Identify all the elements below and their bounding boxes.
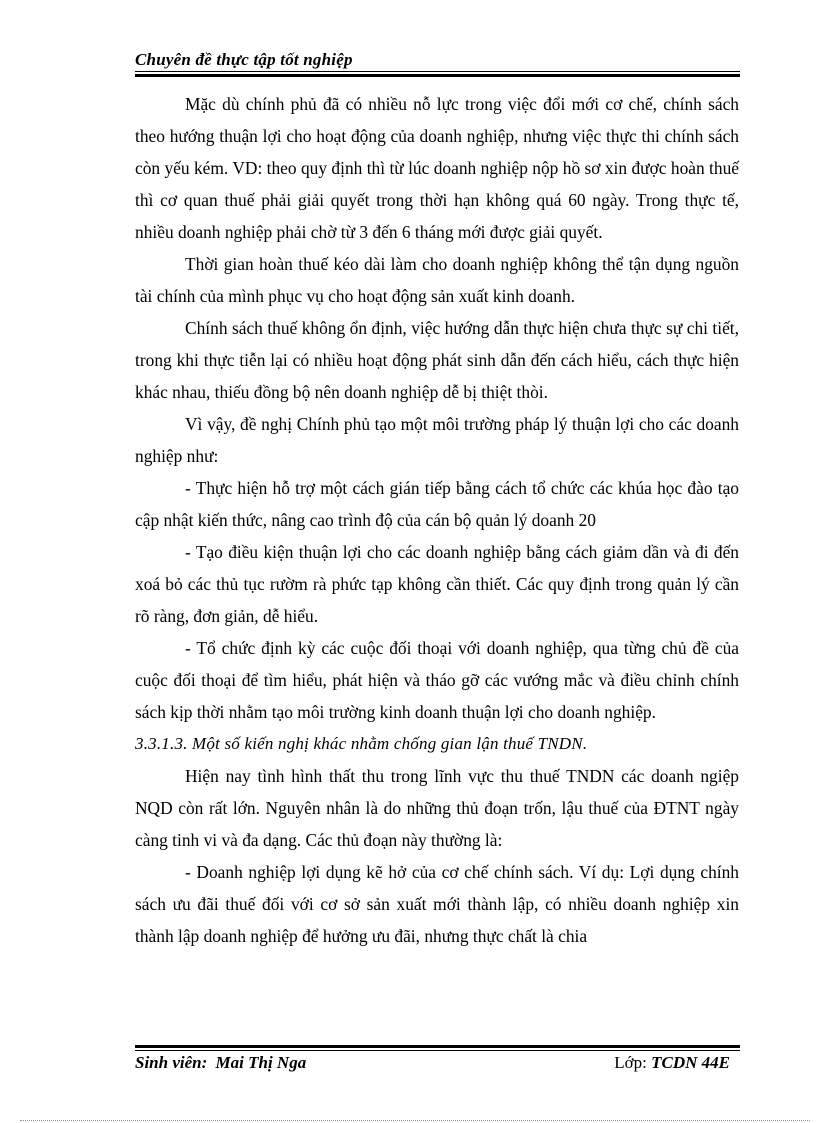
bullet-paragraph: - Tổ chức định kỳ các cuộc đối thoại với doanh nghiệp, qua từng chủ đề của cuộc đối thoại để tìm hiểu, phát hiện và tháo gỡ các vướng mắc và điều chỉnh chính sách kịp thời nhằm tạo môi trường kinh doanh thuận lợi cho doanh nghiệp. (135, 638, 739, 722)
paragraph: Hiện nay tình hình thất thu trong lĩnh vực thu thuế TNDN các doanh ngiệp NQD còn rất lớn. Nguyên nhân là do những thủ đoạn trốn, lậu thuế của ĐTNT ngày càng tinh vi và đa dạng. Các thủ đoạn này thường là: (135, 766, 739, 850)
footer-rule-thick (135, 1045, 740, 1048)
footer-class-label: Lớp: (614, 1053, 647, 1072)
section-heading: 3.3.1.3. Một số kiến nghị khác nhằm chống gian lận thuế TNDN. (135, 734, 588, 753)
page-bottom-dotted-line (20, 1120, 810, 1121)
footer-class-value: TCDN 44E (651, 1053, 730, 1072)
paragraph: Chính sách thuế không ổn định, việc hướng dẫn thực hiện chưa thực sự chi tiết, trong khi thực tiễn lại có nhiều hoạt động phát sinh dẫn đến cách hiểu, cách thực hiện khác nhau, thiếu đồng bộ nên doanh nghiệp dễ bị thiệt thòi. (135, 318, 739, 402)
paragraph: Thời gian hoàn thuế kéo dài làm cho doanh nghiệp không thể tận dụng nguồn tài chính của mình phục vụ cho hoạt động sản xuất kinh doanh. (135, 254, 739, 306)
page-footer (135, 1053, 740, 1079)
paragraph: Mặc dù chính phủ đã có nhiều nỗ lực trong việc đổi mới cơ chế, chính sách theo hướng thuận lợi cho hoạt động của doanh nghiệp, nhưng việc thực thi chính sách còn yếu kém. VD: theo quy định thì từ lúc doanh nghiệp nộp hồ sơ xin được hoàn thuế thì cơ quan thuế phải giải quyết trong thời hạn không quá 60 ngày. Trong thực tế, nhiều doanh nghiệp phải chờ từ 3 đến 6 tháng mới được giải quyết. (135, 94, 739, 242)
paragraph: Vì vậy, đề nghị Chính phủ tạo một môi trường pháp lý thuận lợi cho các doanh nghiệp như: (135, 414, 739, 466)
footer-rule-thin (135, 1050, 740, 1051)
page-header-title: Chuyên đề thực tập tốt nghiệp (135, 50, 353, 69)
bullet-paragraph: - Tạo điều kiện thuận lợi cho các doanh nghiệp bằng cách giảm dần và đi đến xoá bỏ các thủ tục rườm rà phức tạp không cần thiết. Các quy định trong quản lý cần rõ ràng, đơn giản, dễ hiểu. (135, 542, 739, 626)
document-body (135, 88, 739, 952)
bullet-paragraph: - Thực hiện hỗ trợ một cách gián tiếp bằng cách tổ chức các khúa học đào tạo cập nhật kiến thức, nâng cao trình độ của cán bộ quản lý doanh 20 (135, 478, 739, 530)
header-rule-thin (135, 71, 740, 72)
footer-student-name: Mai Thị Nga (215, 1053, 307, 1072)
footer-student-label: Sinh viên: (135, 1053, 208, 1072)
header-rule-thick (135, 74, 740, 77)
footer-student (135, 1053, 306, 1073)
bullet-paragraph: - Doanh nghiệp lợi dụng kẽ hở của cơ chế chính sách. Ví dụ: Lợi dụng chính sách ưu đãi thuế đối với cơ sở sản xuất mới thành lập, có nhiều doanh nghiệp xin thành lập doanh nghiệp để hưởng ưu đãi, nhưng thực chất là chia (135, 862, 739, 946)
footer-class (614, 1053, 730, 1073)
